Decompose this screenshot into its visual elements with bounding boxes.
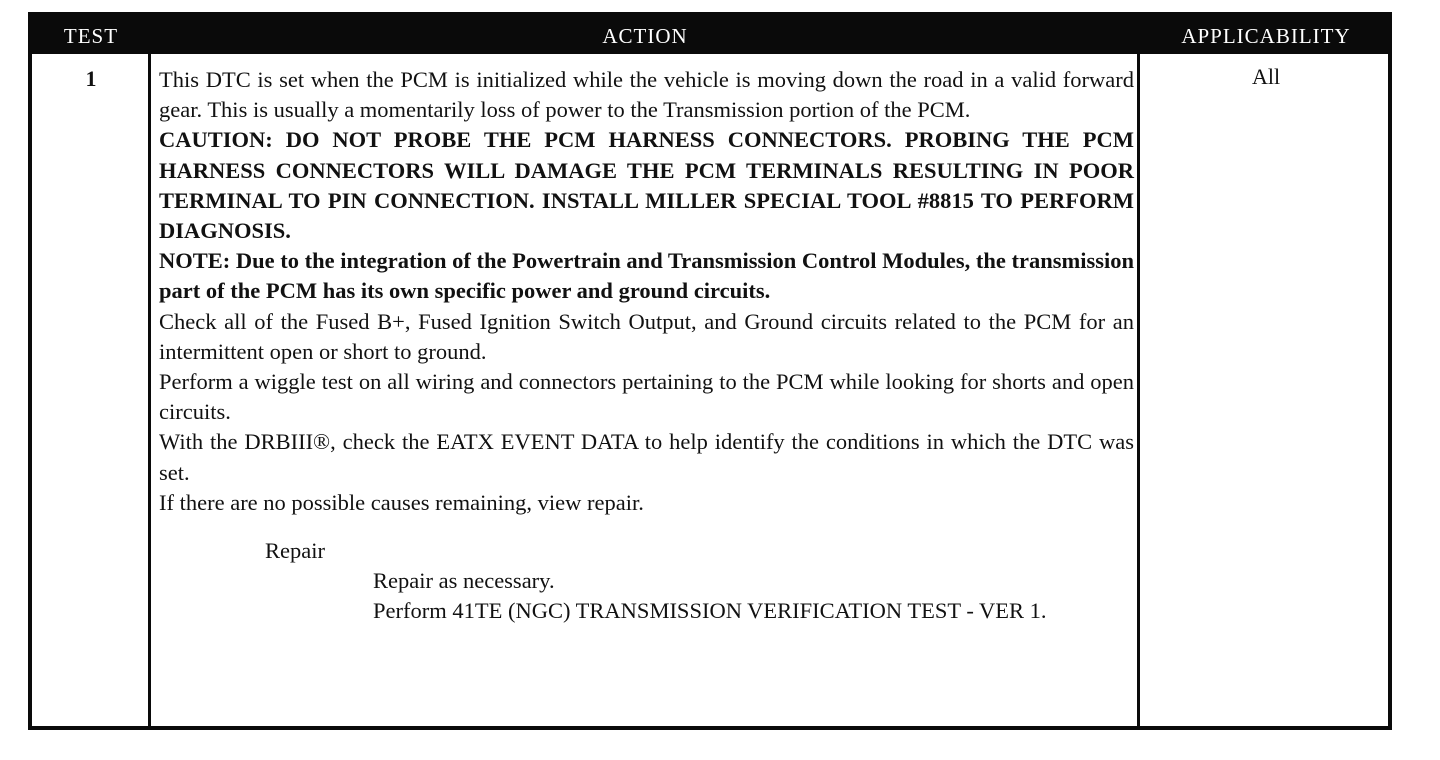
repair-title: Repair [265, 538, 325, 564]
table-header [32, 16, 1388, 54]
header-applicability: APPLICABILITY [1181, 24, 1351, 48]
action-cell [159, 65, 1134, 627]
action-no-causes: If there are no possible causes remaining, view repair. [159, 489, 644, 515]
repair-line-1: Repair as necessary. [373, 568, 555, 594]
test-number: 1 [85, 66, 97, 91]
action-note: NOTE: Due to the integration of the Powertrain and Transmission Control Modules, the transmission part of the PCM has its own specific power and ground circuits. [159, 248, 1135, 304]
action-drbiii: With the DRBIII®, check the EATX EVENT DATA to help identify the conditions in which the DTC was set. [159, 429, 1134, 485]
header-action: ACTION [602, 24, 688, 48]
repair-line-2: Perform 41TE (NGC) TRANSMISSION VERIFICATION TEST - VER 1. [373, 598, 1047, 624]
action-check: Check all of the Fused B+, Fused Ignition Switch Output, and Ground circuits related to the PCM for an intermittent open or short to ground. [159, 308, 1134, 364]
applicability-value: All [1251, 64, 1281, 89]
column-divider-test [148, 54, 151, 726]
header-test: TEST [63, 24, 119, 48]
column-divider-applicability [1137, 54, 1140, 726]
spacer [159, 518, 1134, 536]
action-caution: CAUTION: DO NOT PROBE THE PCM HARNESS CONNECTORS. PROBING THE PCM HARNESS CONNECTORS WILL DAMAGE THE PCM TERMINALS RESULTING IN POOR TERMINAL TO PIN CONNECTION. INSTALL MILLER SPECIAL TOOL #8815 TO PERFORM DIAGNOSIS. [159, 127, 1134, 244]
action-wiggle: Perform a wiggle test on all wiring and connectors pertaining to the PCM while looking for shorts and open circuits. [159, 369, 1134, 425]
action-intro: This DTC is set when the PCM is initialized while the vehicle is moving down the road in a valid forward gear. This is usually a momentarily loss of power to the Transmission portion of the PCM. [159, 67, 1134, 123]
diagnostic-table [28, 12, 1392, 730]
